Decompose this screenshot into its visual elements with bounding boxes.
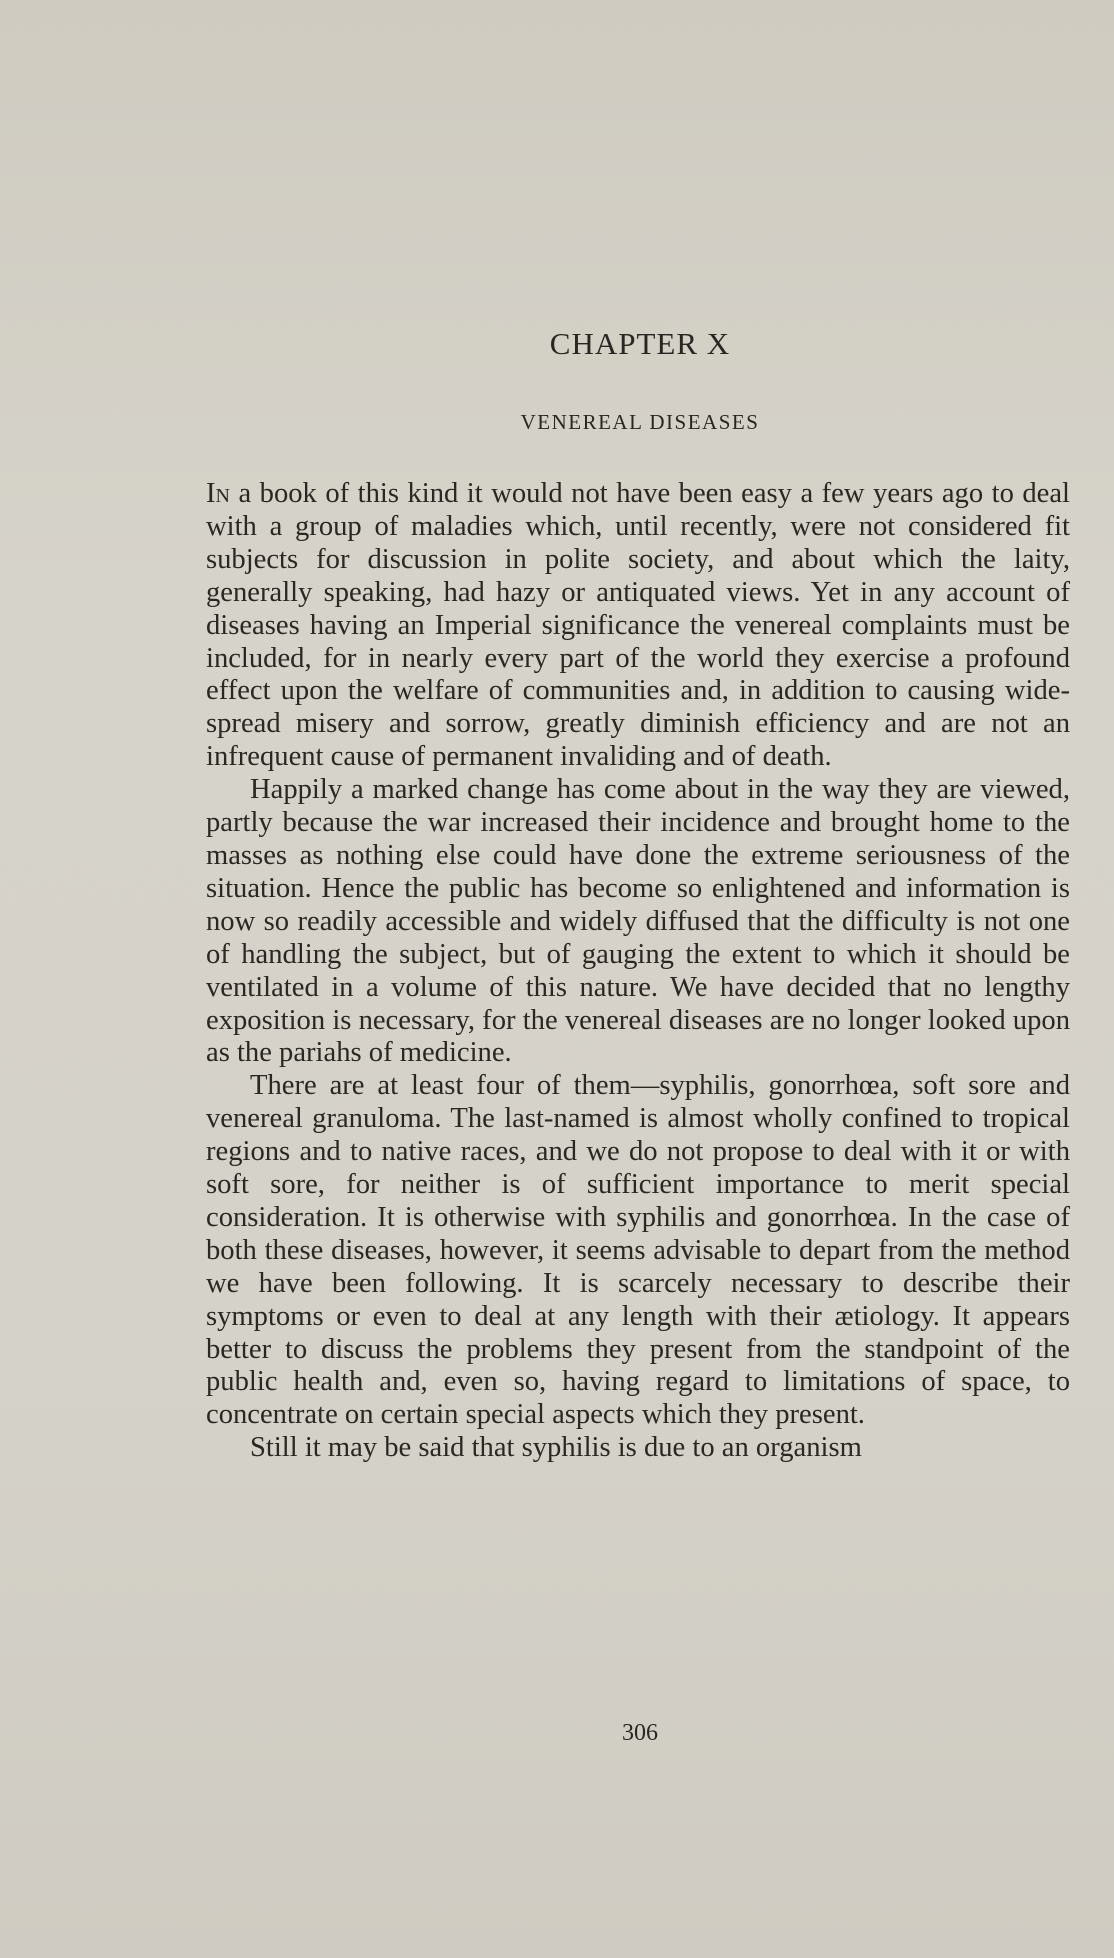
section-title: VENEREAL DISEASES <box>520 410 760 434</box>
paragraph-4: Still it may be said that syphilis is due to an organism <box>250 1432 862 1464</box>
paragraph-1-text: a book of this kind it would not have been easy a few years ago to deal with a group of maladies which, until recently, were not considered fit subjects for discussion in polite society, and about which the laity, generally speaking, had hazy or antiquated views. Yet in any account of diseases having an Imperial significance the venereal complaints must be included, for in nearly every part of the world they exercise a profound effect upon the welfare of communities and, in addition to causing wide-spread misery and sorrow, greatly diminish efficiency and are not an infrequent cause of permanent invaliding and of death. <box>206 478 1070 773</box>
page-number: 306 <box>622 1720 658 1746</box>
paragraph-2: Happily a marked change has come about in the way they are viewed, partly because the war increased their incidence and brought home to the masses as nothing else could have done the extreme seriousness of the situation. Hence the public has become so enlightened and information is now so readily accessible and widely diffused that the difficulty is not one of handling the subject, but of gauging the extent to which it should be ventilated in a volume of this nature. We have decided that no lengthy exposition is necessary, for the venereal diseases are no longer looked upon as the pariahs of medicine. <box>206 774 1070 1069</box>
chapter-title: CHAPTER X <box>549 326 731 361</box>
paragraph-1-lead: In <box>206 478 230 509</box>
body-text <box>206 478 1070 1465</box>
paragraph-1 <box>206 478 1070 774</box>
paragraph-3: There are at least four of them—syphilis, gonorrhœa, soft sore and venereal granuloma. The last-named is almost wholly confined to tropical regions and to native races, and we do not propose to deal with it or with soft sore, for neither is of sufficient importance to merit special consideration. It is otherwise with syphilis and gonorrhœa. In the case of both these diseases, however, it seems advisable to depart from the method we have been following. It is scarcely necessary to describe their symptoms or even to deal at any length with their ætiology. It appears better to discuss the problems they present from the standpoint of the public health and, even so, having regard to limitations of space, to concentrate on certain special aspects which they present. <box>206 1070 1070 1431</box>
